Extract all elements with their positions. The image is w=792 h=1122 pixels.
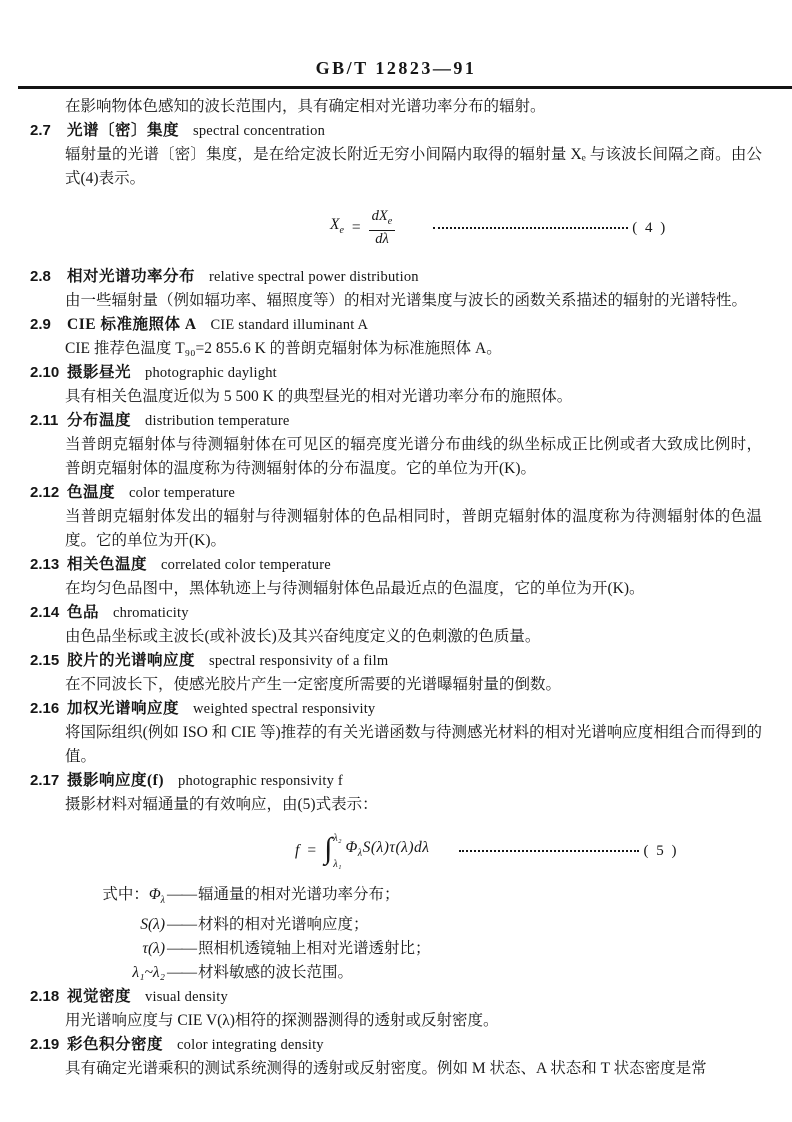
section-title-zh: 胶片的光谱响应度 [67, 652, 196, 669]
section-title-zh: CIE 标准施照体 A [67, 316, 197, 333]
definition-dash: —— [167, 916, 196, 934]
section-title-en: photographic daylight [145, 365, 277, 381]
definition-dash: —— [167, 964, 196, 982]
section-heading-2-16 [30, 697, 762, 721]
section-body-2-19: 具有确定光谱乘积的测试系统测得的透射或反射密度。例如 M 状态、A 状态和 T 状态密度是常 [65, 1060, 707, 1078]
section-heading-2-7 [30, 119, 762, 143]
section-number: 2.15 [30, 652, 60, 669]
section-title-zh: 相对光谱功率分布 [67, 268, 196, 285]
section-heading-2-15 [30, 649, 762, 673]
definition-row [65, 883, 762, 913]
intro-paragraph: 在影响物体色感知的波长范围内，具有确定相对光谱功率分布的辐射。 [65, 98, 546, 115]
integral-lower-bound: λ₁ [333, 859, 342, 870]
section-title-en: color integrating density [177, 1037, 324, 1054]
section-body-2-15: 在不同波长下，使感光胶片产生一定密度所需要的光谱曝辐射量的倒数。 [65, 676, 562, 693]
dot-leader [459, 850, 639, 852]
section-title-en: CIE standard illuminant A [210, 317, 369, 333]
section-body-2-8: 由一些辐射量（例如辐功率、辐照度等）的相对光谱集度与波长的函数关系描述的辐射的光谱特性。 [65, 292, 748, 309]
section-heading-2-19 [30, 1033, 762, 1057]
formula-5-lhs: f [295, 842, 300, 859]
definition-symbol: λ₁~λ₂ [132, 964, 165, 982]
section-number: 2.14 [30, 604, 60, 621]
section-number: 2.18 [30, 988, 60, 1006]
integral-bounds [333, 834, 341, 870]
definition-desc: 照相机透镜轴上相对光谱透射比； [198, 940, 431, 958]
section-title-en: spectral responsivity of a film [209, 653, 389, 669]
section-heading-2-8 [30, 265, 762, 289]
definition-row [65, 937, 762, 961]
section-title-en: visual density [145, 989, 228, 1006]
integral-upper-bound: λ₂ [333, 833, 342, 844]
section-title-zh: 摄影响应度(f) [67, 772, 164, 789]
section-title-zh: 视觉密度 [67, 988, 132, 1006]
formula-5-integrand: $\Phi_\lambda S(\lambda)\tau(\lambda)d\lambda$ [345, 838, 430, 860]
section-heading-2-12 [30, 481, 762, 505]
formula-5-number: ( 5 ) [643, 843, 679, 859]
definition-row [65, 961, 762, 985]
section-title-zh: 色温度 [67, 484, 116, 501]
section-number: 2.16 [30, 700, 60, 717]
section-title-zh: 色品 [67, 604, 100, 621]
section-heading-2-18 [30, 985, 762, 1009]
section-heading-2-10 [30, 361, 762, 385]
section-number: 2.11 [30, 412, 59, 429]
section-body-2-7: 辐射量的光谱〔密〕集度，是在给定波长附近无穷小间隔内取得的辐射量 Xₑ 与该波长间隔之商。由公式(4)表示。 [65, 146, 762, 187]
definition-dash: —— [167, 940, 196, 958]
formula-4-fraction [369, 208, 396, 248]
section-heading-2-13 [30, 553, 762, 577]
section-title-en: weighted spectral responsivity [193, 701, 376, 717]
equals-sign: = [307, 842, 317, 859]
section-title-en: spectral concentration [193, 123, 326, 139]
section-heading-2-11 [30, 409, 762, 433]
section-title-en: relative spectral power distribution [209, 269, 419, 285]
section-body-2-11: 当普朗克辐射体与待测辐射体在可见区的辐亮度光谱分布曲线的纵坐标成正比例或者大致成比例时，普朗克辐射体的温度称为待测辐射体的分布温度。它的单位为开(K)。 [65, 436, 762, 477]
section-number: 2.9 [30, 316, 51, 333]
fraction-denominator: dλ [375, 230, 389, 247]
section-heading-2-9 [30, 313, 762, 337]
section-body-2-18: 用光谱响应度与 CIE V(λ)相符的探测器测得的透射或反射密度。 [65, 1012, 499, 1030]
header-rule [18, 86, 792, 89]
section-number: 2.10 [30, 364, 60, 381]
formula-4-lhs: $X_e$ [330, 215, 344, 237]
section-body-2-16: 将国际组织(例如 ISO 和 CIE 等)推荐的有关光谱函数与待测感光材料的相对光谱响应度相组合而得到的值。 [65, 724, 762, 765]
formula-5 [295, 829, 762, 873]
section-body-2-17: 摄影材料对辐通量的有效响应，由(5)式表示： [65, 796, 378, 813]
section-title-zh: 加权光谱响应度 [67, 700, 180, 717]
section-title-en: correlated color temperature [161, 557, 331, 573]
document-content [0, 79, 792, 1081]
section-title-en: distribution temperature [145, 413, 290, 429]
section-title-en: chromaticity [113, 605, 189, 621]
section-title-en: photographic responsivity f [178, 773, 343, 789]
section-heading-2-14 [30, 601, 762, 625]
section-body-2-9: CIE 推荐色温度 T₉₀=2 855.6 K 的普朗克辐射体为标准施照体 A。 [65, 340, 502, 357]
section-number: 2.19 [30, 1036, 60, 1054]
equals-sign: = [351, 219, 361, 236]
section-title-zh: 光谱〔密〕集度 [67, 122, 180, 139]
section-title-zh: 相关色温度 [67, 556, 148, 573]
section-number: 2.8 [30, 268, 51, 285]
section-body-2-13: 在均匀色品图中，黑体轨迹上与待测辐射体色品最近点的色温度，它的单位为开(K)。 [65, 580, 645, 597]
definition-symbol: τ(λ) [142, 940, 165, 958]
section-number: 2.17 [30, 772, 60, 789]
section-heading-2-17 [30, 769, 762, 793]
integral-icon: ∫ [324, 832, 333, 865]
section-title-zh: 彩色积分密度 [67, 1036, 164, 1054]
section-number: 2.12 [30, 484, 60, 501]
definition-row [65, 913, 762, 937]
section-body-2-10: 具有相关色温度近似为 5 500 K 的典型昼光的相对光谱功率分布的施照体。 [65, 388, 573, 405]
section-body-2-14: 由色品坐标或主波长(或补波长)及其兴奋纯度定义的色刺激的色质量。 [65, 628, 541, 645]
definition-symbol: S(λ) [140, 916, 165, 934]
fraction-numerator: $dX_e$ [371, 208, 393, 227]
section-number: 2.13 [30, 556, 60, 573]
formula-5-definitions [65, 883, 762, 985]
section-number: 2.7 [30, 122, 51, 139]
definition-dash: —— [167, 886, 196, 903]
section-title-zh: 摄影昼光 [67, 364, 132, 381]
formula-4 [330, 205, 762, 251]
definition-desc: 材料敏感的波长范围。 [198, 964, 354, 982]
section-title-zh: 分布温度 [67, 412, 132, 429]
definition-symbol: 式中：$\Phi_\lambda$ [102, 886, 165, 907]
dot-leader [433, 227, 628, 229]
section-title-en: color temperature [129, 485, 236, 501]
definition-desc: 辐通量的相对光谱功率分布； [198, 886, 400, 903]
section-body-2-12: 当普朗克辐射体发出的辐射与待测辐射体的色品相同时，普朗克辐射体的温度称为待测辐射体的色温度。它的单位为开(K)。 [65, 508, 762, 549]
definition-desc: 材料的相对光谱响应度； [198, 916, 369, 934]
formula-4-number: ( 4 ) [632, 220, 668, 236]
document-header-title: GB/T 12823—91 [315, 58, 477, 78]
